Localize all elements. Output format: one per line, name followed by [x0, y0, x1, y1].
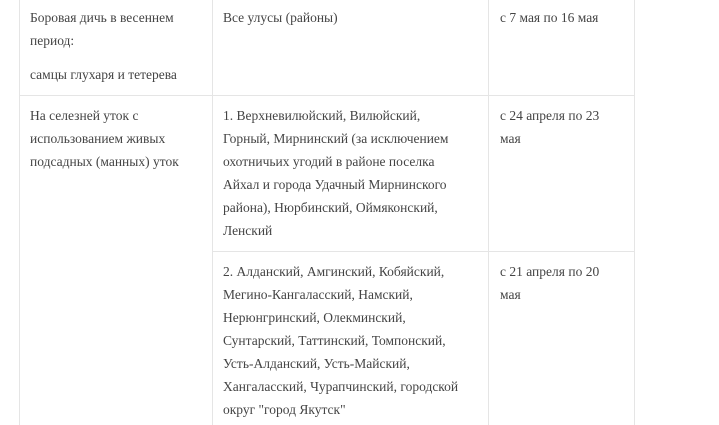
table-border-left — [19, 0, 20, 425]
table-cell-game — [30, 104, 179, 173]
cell-line: На селезней уток с — [30, 108, 139, 123]
cell-line: мая — [500, 287, 521, 302]
table-border-right — [634, 0, 635, 425]
cell-subline: самцы глухаря и тетерева — [30, 67, 177, 82]
column-divider-1 — [212, 0, 213, 425]
table-cell-dates — [500, 6, 598, 29]
cell-line: 1. Верхневилюйский, Вилюйский, — [223, 108, 421, 123]
table-cell-dates — [500, 104, 599, 150]
cell-line: Все улусы (районы) — [223, 10, 338, 25]
cell-line: Боровая дичь в весеннем — [30, 10, 174, 25]
row-divider-2 — [212, 251, 635, 252]
cell-line: округ "город Якутск" — [223, 402, 346, 417]
cell-line: Ленский — [223, 223, 273, 238]
cell-line: период: — [30, 33, 75, 48]
cell-line: Айхал и города Удачный Мирнинского — [223, 177, 447, 192]
cell-line: с 7 мая по 16 мая — [500, 10, 599, 25]
column-divider-2 — [488, 0, 489, 425]
cell-line: Сунтарский, Таттинский, Томпонский, — [223, 333, 446, 348]
table-cell-region — [223, 104, 448, 242]
cell-line: Горный, Мирнинский (за исключением — [223, 131, 449, 146]
cell-line: Хангаласский, Чурапчинский, городской — [223, 379, 459, 394]
cell-line: Мегино-Кангаласский, Намский, — [223, 287, 413, 302]
table-cell-region — [223, 6, 338, 29]
cell-line: Усть-Алданский, Усть-Майский, — [223, 356, 410, 371]
cell-line: подсадных (манных) уток — [30, 154, 179, 169]
cell-line: 2. Алданский, Амгинский, Кобяйский, — [223, 264, 445, 279]
row-divider-1 — [19, 95, 635, 96]
cell-line: района), Нюрбинский, Оймяконский, — [223, 200, 438, 215]
hunting-dates-table — [19, 0, 635, 425]
table-cell-dates — [500, 260, 599, 306]
table-cell-region — [223, 260, 458, 421]
cell-line: с 24 апреля по 23 — [500, 108, 600, 123]
cell-line: охотничьих угодий в районе поселка — [223, 154, 435, 169]
cell-line: мая — [500, 131, 521, 146]
cell-line: использованием живых — [30, 131, 166, 146]
cell-line: с 21 апреля по 20 — [500, 264, 600, 279]
table-cell-game — [30, 6, 177, 86]
cell-line: Нерюнгринский, Олекминский, — [223, 310, 406, 325]
